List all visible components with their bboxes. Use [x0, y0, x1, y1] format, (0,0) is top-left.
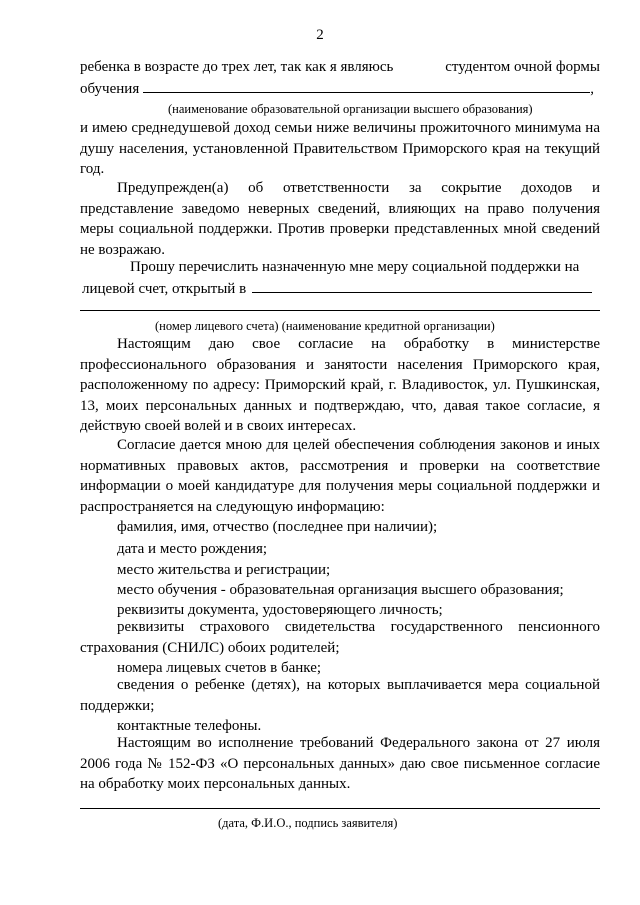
intro-line2-label: обучения — [80, 80, 140, 97]
paragraph-income — [80, 118, 600, 180]
institution-blank — [143, 78, 590, 93]
request-line: Прошу перечислить назначенную мне меру социальной поддержки на — [130, 259, 580, 275]
page-number: 2 — [316, 27, 324, 43]
law-line: Настоящим во исполнение требований Федерального закона от 27 июля — [117, 735, 600, 751]
list-item: реквизиты документа, удостоверяющего личность; — [117, 602, 443, 618]
paragraph-request — [80, 257, 600, 299]
list-item-line: страхования (СНИЛС) обоих родителей; — [80, 639, 340, 656]
law-line: 2006 года № 152-ФЗ «О персональных данных» даю свое письменное согласие — [80, 755, 600, 772]
income-line: год. — [80, 161, 105, 177]
warning-line: не возражаю. — [80, 241, 165, 258]
list-item: дата и место рождения; — [117, 541, 268, 557]
caption-institution: (наименование образовательной организации высшего образования) — [168, 102, 533, 116]
consent-line: Настоящим даю свое согласие на обработку в министерстве — [117, 336, 600, 352]
intro-line1-end: студентом очной формы — [445, 59, 600, 75]
consent-line: действую своей волей и в своих интересах. — [80, 418, 357, 434]
paragraph-law — [80, 733, 600, 795]
purpose-line: распространяется на следующую информацию: — [80, 498, 385, 515]
purpose-line: нормативных правовых актов, рассмотрения и проверки на соответствие — [80, 457, 600, 474]
list-item — [80, 617, 600, 658]
paragraph-warning — [80, 178, 600, 260]
request-line: лицевой счет, открытый в — [82, 280, 247, 297]
purpose-line: Согласие дается мною для целей обеспечения соблюдения законов и иных — [117, 437, 600, 453]
warning-line: Предупрежден(а) об ответственности за сокрытие доходов и — [117, 180, 600, 196]
list-item: контактные телефоны. — [117, 718, 262, 734]
caption-account: (номер лицевого счета) (наименование кредитной организации) — [155, 319, 495, 333]
list-item: номера лицевых счетов в банке; — [117, 660, 322, 676]
caption-signature: (дата, Ф.И.О., подпись заявителя) — [218, 816, 398, 830]
purpose-line: информации о моей кандидатуре для получения меры социальной поддержки и — [80, 478, 600, 494]
list-item: место обучения - образовательная организация высшего образования; — [117, 582, 564, 598]
law-line: на обработку моих персональных данных. — [80, 776, 351, 792]
list-item-line: реквизиты страхового свидетельства государственного пенсионного — [117, 619, 600, 635]
income-line: душу населения, установленной Правительством Приморского края на текущий — [80, 140, 600, 157]
intro-line1-start: ребенка в возрасте до трех лет, так как я являюсь — [80, 59, 394, 75]
paragraph-consent — [80, 334, 600, 437]
warning-line: меры социальной поддержки. Против проверки представленных мной сведений — [80, 221, 600, 237]
list-item — [80, 675, 600, 716]
list-item: фамилия, имя, отчество (последнее при наличии); — [117, 519, 438, 535]
intro-line2-comma: , — [590, 80, 594, 97]
account-blank — [252, 278, 592, 293]
warning-line: представление заведомо неверных сведений, влияющих на право получения — [80, 200, 600, 217]
list-item: место жительства и регистрации; — [117, 562, 331, 578]
list-item-line: поддержки; — [80, 697, 155, 714]
signature-rule — [80, 808, 600, 809]
consent-line: профессионального образования и занятости населения Приморского края, — [80, 356, 600, 373]
consent-line: 13, моих персональных данных и подтверждаю, что, давая такое согласие, я — [80, 397, 600, 414]
income-line: и имею среднедушевой доход семьи ниже величины прожиточного минимума на — [80, 120, 600, 136]
account-rule — [80, 310, 600, 311]
consent-line: расположенному по адресу: Приморский край, г. Владивосток, ул. Пушкинская, — [80, 377, 600, 393]
list-item-line: сведения о ребенке (детях), на которых выплачивается мера социальной — [117, 677, 600, 693]
paragraph-intro — [80, 57, 600, 99]
paragraph-purpose — [80, 435, 600, 517]
